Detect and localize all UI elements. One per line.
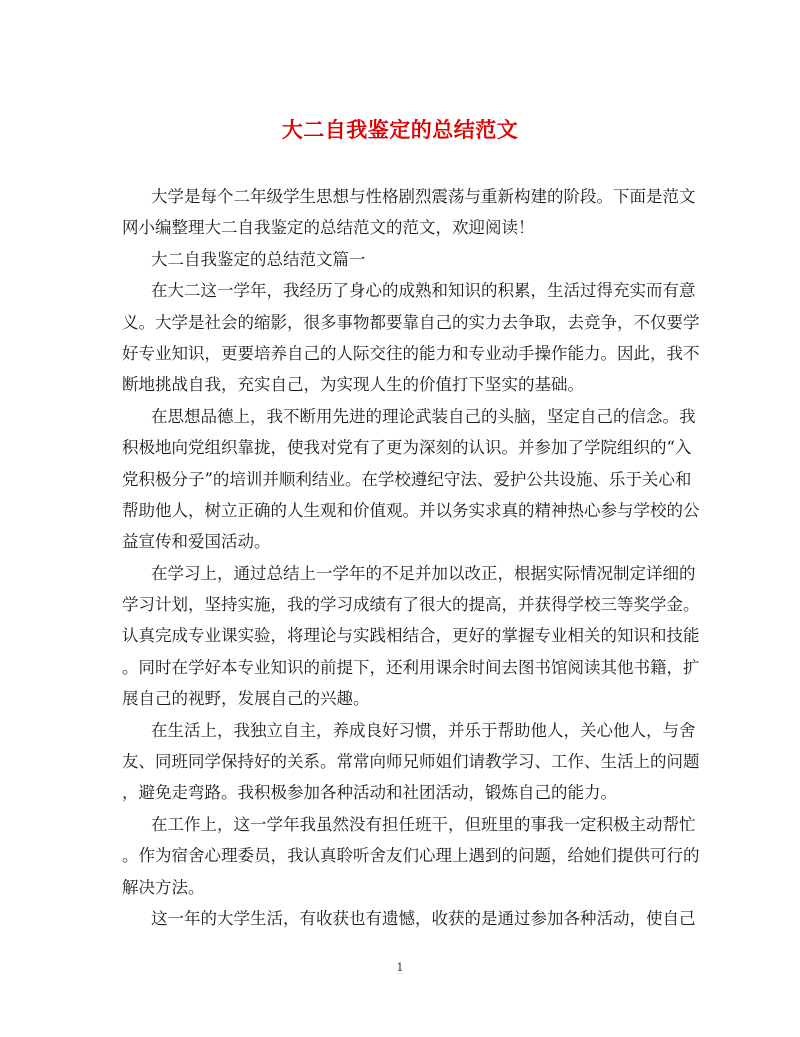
text-line: 积极地向党组织靠拢，使我对党有了更为深刻的认识。并参加了学院组织的“入	[122, 438, 692, 458]
text-line: 认真完成专业课实验，将理论与实践相结合，更好的掌握专业相关的知识和技能	[122, 626, 700, 646]
text-line: 展自己的视野，发展自己的兴趣。	[122, 689, 370, 709]
text-line: ，避免走弯路。我积极参加各种活动和社团活动，锻炼自己的能力。	[122, 783, 617, 803]
text-line: 帮助他人，树立正确的人生观和价值观。并以务实求真的精神热心参与学校的公	[122, 500, 700, 520]
text-line: 断地挑战自我，充实自己，为实现人生的价值打下坚实的基础。	[122, 375, 584, 395]
text-line: 在大二这一学年，我经历了身心的成熟和知识的积累，生活过得充实而有意	[151, 281, 696, 301]
text-line: 好专业知识，更要培养自己的人际交往的能力和专业动手操作能力。因此，我不	[122, 343, 700, 363]
document-title: 大二自我鉴定的总结范文	[281, 117, 519, 142]
text-line: 益宣传和爱国活动。	[122, 532, 271, 552]
text-line: 大学是每个二年级学生思想与性格剧烈震荡与重新构建的阶段。下面是范文	[151, 187, 696, 206]
text-line: 党积极分子”的培训并顺利结业。在学校遵纪守法、爱护公共设施、乐于关心和	[122, 469, 692, 489]
text-line: 大二自我鉴定的总结范文篇一	[151, 249, 366, 269]
text-line: 学习计划，坚持实施，我的学习成绩有了很大的提高，并获得学校三等奖学金。	[122, 595, 700, 615]
text-line: 在思想品德上，我不断用先进的理论武装自己的头脑，坚定自己的信念。我	[151, 406, 696, 426]
text-line: 义。大学是社会的缩影，很多事物都要靠自己的实力去争取，去竞争，不仅要学	[122, 312, 700, 332]
text-line: 网小编整理大二自我鉴定的总结范文的范文，欢迎阅读！	[122, 218, 535, 238]
text-line: 在生活上，我独立自主，养成良好习惯，并乐于帮助他人，关心他人，与舍	[151, 720, 696, 740]
text-line: 。同时在学好本专业知识的前提下，还利用课余时间去图书馆阅读其他书籍，扩	[122, 657, 700, 677]
text-line: 友、同班同学保持好的关系。常常向师兄师姐们请教学习、工作、生活上的问题	[122, 752, 700, 772]
text-line: 解决方法。	[122, 877, 205, 897]
text-line: 。作为宿舍心理委员，我认真聆听舍友们心理上遇到的问题，给她们提供可行的	[122, 846, 700, 866]
text-line: 这一年的大学生活，有收获也有遗憾，收获的是通过参加各种活动，使自己	[151, 908, 696, 928]
page-number: 1	[396, 961, 404, 974]
text-line: 在工作上，这一学年我虽然没有担任班干，但班里的事我一定积极主动帮忙	[151, 814, 696, 834]
text-line: 在学习上，通过总结上一学年的不足并加以改正，根据实际情况制定详细的	[151, 563, 696, 583]
document-body	[122, 181, 700, 934]
